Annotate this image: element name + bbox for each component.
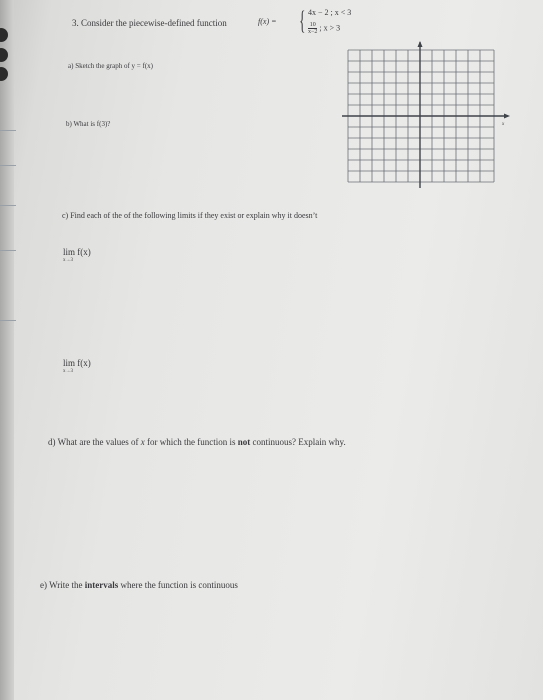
limit-1-text: lim f(x): [63, 247, 91, 257]
limit-2-subscript: x→3: [63, 369, 73, 374]
part-d-post: continuous? Explain why.: [250, 437, 346, 447]
y-axis-arrow: [418, 41, 423, 47]
limit-expression-2: [63, 358, 91, 374]
question-3-intro: 3. Consider the piecewise-defined function: [72, 18, 227, 28]
piece-1: 4x − 2 ; x < 3: [308, 8, 352, 17]
paper-edge-line: [0, 130, 16, 131]
part-d-mid: for which the function is: [144, 437, 238, 447]
part-b-prompt: b) What is f(3)?: [66, 120, 111, 128]
part-d-bold: not: [237, 437, 251, 447]
piece-2-fraction: [308, 22, 317, 35]
part-d-variable: x: [140, 437, 145, 447]
fraction-denominator: x−2: [308, 29, 318, 35]
part-d-pre: d) What are the values of: [48, 437, 141, 447]
paper-edge-line: [0, 250, 16, 251]
part-e-pre: e) Write the: [40, 580, 85, 590]
paper-edge-line: [0, 320, 16, 321]
part-e-prompt: [40, 580, 238, 590]
part-e-post: where the function is continuous: [118, 580, 238, 590]
limit-1-subscript: x→3: [63, 258, 73, 263]
piecewise-function: [258, 8, 378, 38]
piecewise-brace: {: [299, 6, 306, 35]
paper-edge-line: [0, 165, 16, 166]
paper-edge-line: [0, 205, 16, 206]
graph-grid: [342, 40, 522, 192]
part-d-prompt: [48, 437, 346, 447]
part-c-prompt: c) Find each of the of the following limits if they exist or explain why it doesn’t: [62, 211, 318, 220]
piece-2-condition: ; x > 3: [319, 23, 341, 33]
binder-ring: [0, 28, 8, 42]
limit-expression-1: [63, 247, 91, 263]
binder-ring: [0, 67, 8, 81]
fraction-numerator: 10: [309, 22, 316, 28]
piece-2: [308, 22, 340, 35]
x-axis-arrow: [504, 114, 510, 119]
function-label: f(x) =: [258, 17, 277, 26]
binder-ring: [0, 48, 8, 62]
limit-2-text: lim f(x): [63, 358, 91, 368]
part-a-prompt: a) Sketch the graph of y = f(x): [68, 62, 154, 70]
part-e-bold: intervals: [84, 580, 119, 590]
x-axis-label: x: [502, 122, 505, 127]
notebook-binding: [0, 0, 14, 700]
